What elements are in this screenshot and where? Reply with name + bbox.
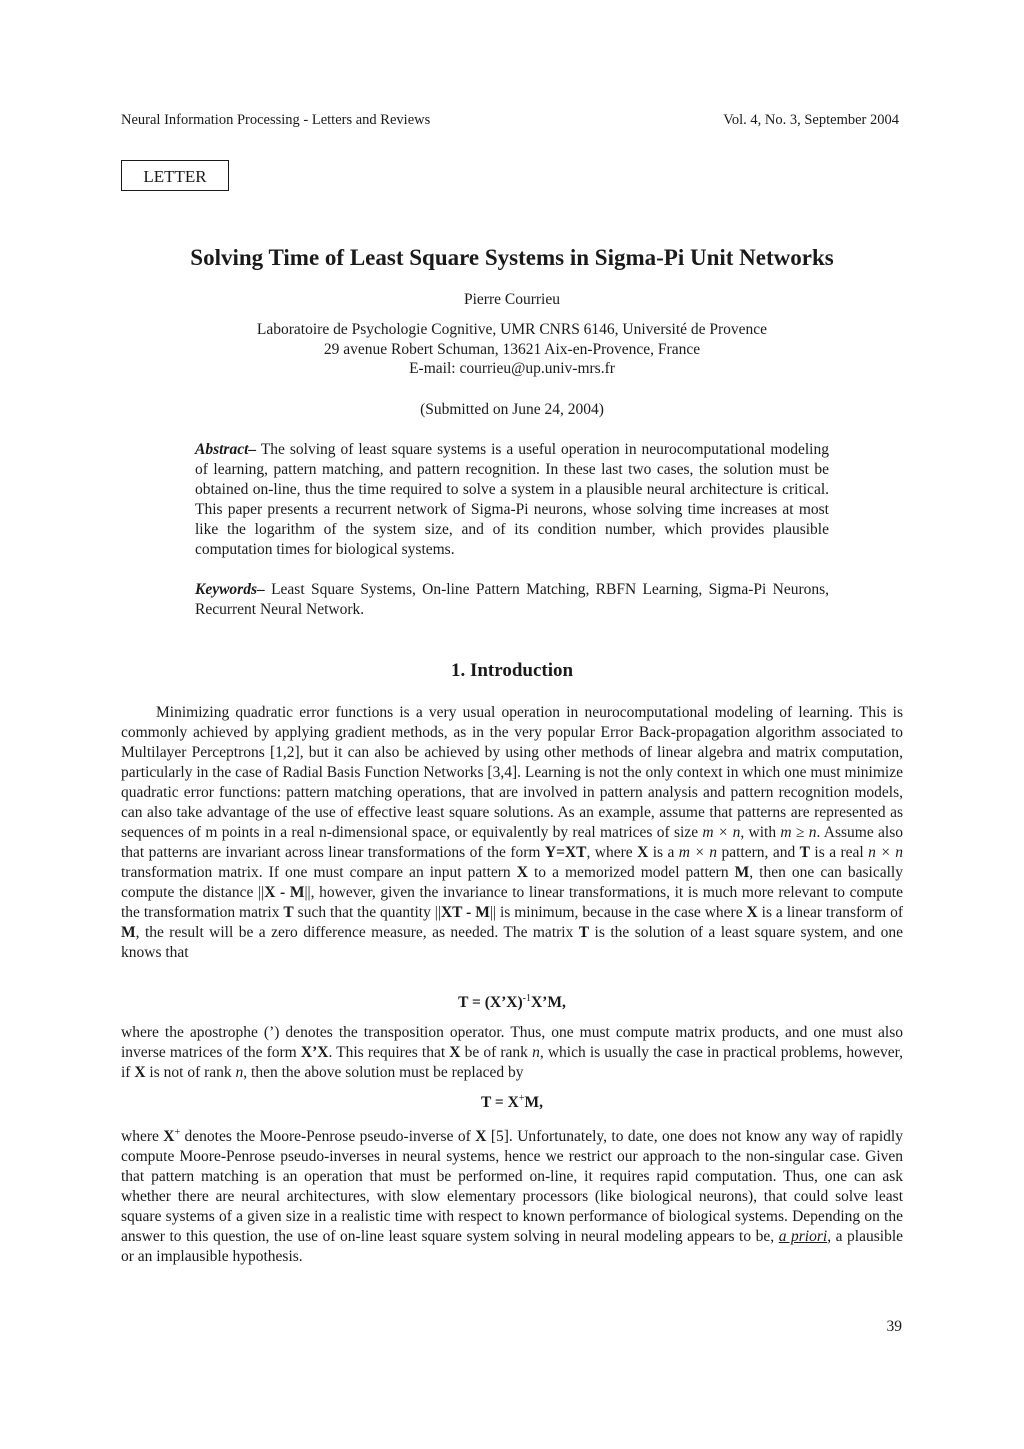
page-number: 39	[886, 1318, 902, 1335]
keywords: Keywords– Least Square Systems, On-line Pattern Matching, RBFN Learning, Sigma-Pi Neurons, Recurrent Neural Network.	[195, 581, 830, 618]
author-name: Pierre Courrieu	[464, 291, 560, 308]
author-email: E-mail: courrieu@up.univ-mrs.fr	[409, 360, 615, 377]
volume-info: Vol. 4, No. 3, September 2004	[723, 112, 899, 128]
intro-paragraph-2: where the apostrophe (’) denotes the transposition operator. Thus, one must compute matrix products, and one must also inverse matrices of the form X’X. This requires that X be of rank n, which is usually the case in practical problems, however, if X is not of rank n, then the above solution must be replaced by	[121, 1024, 903, 1081]
equation-2: T = X+M,	[481, 1093, 543, 1112]
equation-1: T = (X’X)$^{-1}$X’M,	[458, 993, 566, 1012]
keywords-label: Keywords	[195, 581, 257, 598]
paper-title: Solving Time of Least Square Systems in Sigma-Pi Unit Networks	[190, 245, 834, 270]
article-type-label: LETTER	[121, 160, 229, 191]
submission-date: (Submitted on June 24, 2004)	[420, 401, 604, 418]
affiliation-line-1: Laboratoire de Psychologie Cognitive, UMR CNRS 6146, Université de Provence	[256, 321, 768, 338]
keywords-text: Least Square Systems, On-line Pattern Matching, RBFN Learning, Sigma-Pi Neurons, Recurrent Neural Network.	[195, 581, 830, 618]
section-heading: 1. Introduction	[450, 660, 574, 681]
abstract-text: The solving of least square systems is a useful operation in neurocomputational modeling of learning, pattern matching, and pattern recognition. In these last two cases, the solution must be obtained on-line, thus the time required to solve a system in a plausible neural architecture is critical. This paper presents a recurrent network of Sigma-Pi neurons, whose solving time increases at most like the logarithm of the system size, and of its condition number, which provides plausible computation times for biological systems.	[195, 441, 829, 558]
running-header	[121, 112, 899, 129]
affiliation-line-2: 29 avenue Robert Schuman, 13621 Aix-en-Provence, France	[323, 341, 701, 358]
abstract: Abstract– The solving of least square systems is a useful operation in neurocomputational modeling of learning, pattern matching, and pattern recognition. In these last two cases, the solution must be obtained on-line, thus the time required to solve a system in a plausible neural architecture is critical. This paper presents a recurrent network of Sigma-Pi neurons, whose solving time increases at most like the logarithm of the system size, and of its condition number, which provides plausible computation times for biological systems.	[195, 441, 829, 558]
intro-paragraph-3: where X+ denotes the Moore-Penrose pseudo-inverse of X [5]. Unfortunately, to date, one does not know any way of rapidly compute Moore-Penrose pseudo-inverses in neural systems, hence we restrict our approach to the non-singular case. Given that pattern matching is an operation that must be performed on-line, it requires rapid computation. Thus, one can ask whether there are neural architectures, with slow elementary processors (like biological neurons), that could solve least square systems of a given size in a realistic time with respect to known performance of biological systems. Depending on the answer to this question, the use of on-line least square system solving in neural modeling appears to be, a priori, a plausible or an implausible hypothesis.	[121, 1127, 904, 1266]
journal-name: Neural Information Processing - Letters and Reviews	[121, 112, 431, 128]
intro-paragraph-1: Minimizing quadratic error functions is a very usual operation in neurocomputational modeling of learning. This is commonly achieved by applying gradient methods, as in the very popular Error Back-propagation algorithm associated to Multilayer Perceptrons [1,2], but it can also be achieved by using other methods of linear algebra and matrix computation, particularly in the case of Radial Basis Function Networks [3,4]. Learning is not the only context in which one must minimize quadratic error functions: pattern matching operations, that are involved in pattern analysis and pattern recognition models, can also take advantage of the use of effective least square solutions. As an example, assume that patterns are represented as sequences of m points in a real n-dimensional space, or equivalently by real matrices of size m × n, with m ≥ n. Assume also that patterns are invariant across linear transformations of the form Y=XT, where X is a m × n pattern, and T is a real n × n transformation matrix. If one must compare an input pattern X to a memorized model pattern M, then one can basically compute the distance ||X - M||, however, given the invariance to linear transformations, it is much more relevant to compute the transformation matrix T such that the quantity ||XT - M|| is minimum, because in the case where X is a linear transform of M, the result will be a zero difference measure, as needed. The matrix T is the solution of a least square system, and one knows that	[121, 704, 903, 961]
abstract-label: Abstract	[195, 441, 249, 458]
